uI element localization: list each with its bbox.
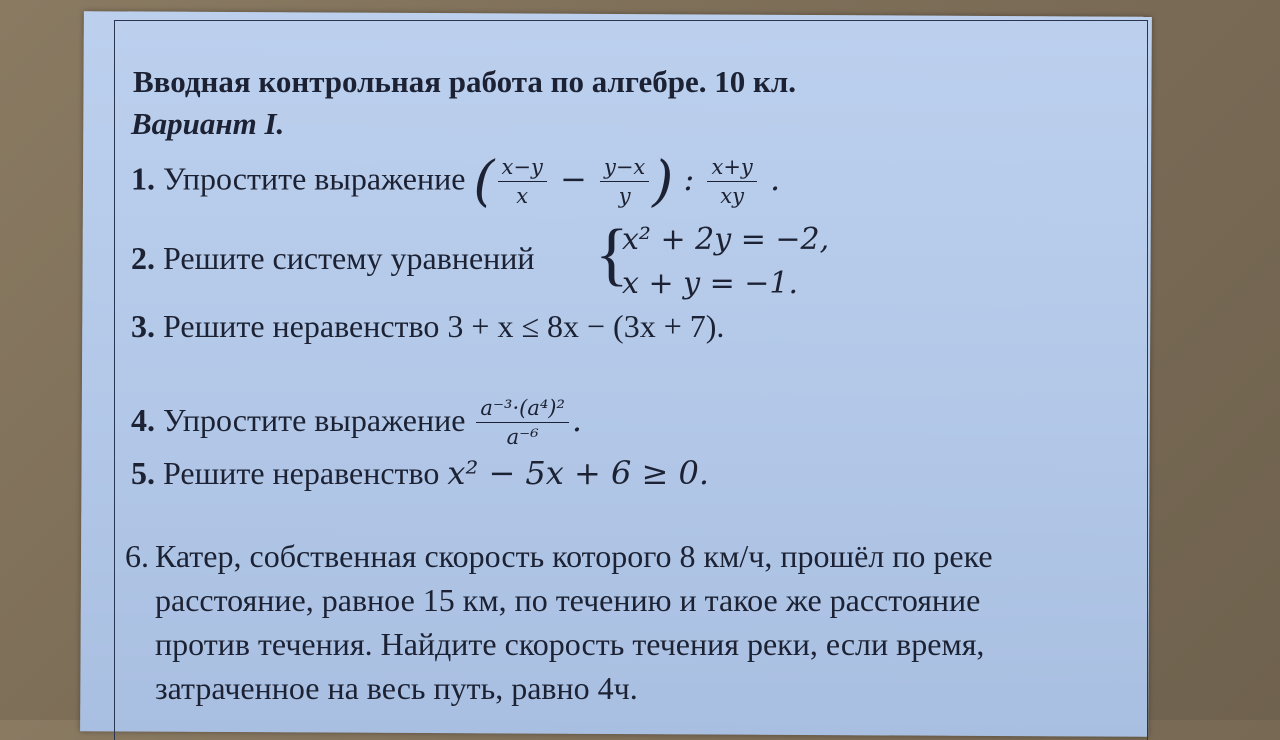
task-5 — [131, 454, 709, 492]
task-6-number: 6. — [125, 538, 149, 574]
task-3 — [131, 308, 724, 345]
task-3-expression: 3 + x ≤ 8x − (3x + 7). — [447, 308, 725, 344]
task-6-line-3: против течения. Найдите скорость течения реки, если время, — [155, 626, 985, 662]
fraction: $\frac{x-y}{x}$ — [498, 155, 547, 208]
task-1-number: 1. — [131, 160, 155, 197]
task-4-number: 4. — [131, 402, 155, 438]
worksheet-title: Вводная контрольная работа по алгебре. 10 кл. — [133, 64, 797, 99]
equation-2: x + y = −1. — [622, 266, 799, 301]
task-5-text: Решите неравенство — [163, 455, 440, 491]
task-3-text: Решите неравенство — [163, 308, 440, 344]
task-1 — [131, 149, 781, 212]
task-3-number: 3. — [131, 308, 155, 344]
variant-label: Вариант I. — [131, 106, 285, 141]
system-brace: { — [595, 216, 629, 293]
task-2-number: 2. — [131, 240, 155, 276]
fraction: $\frac{\text{a⁻³·(a⁴)²}}{\text{a⁻⁶}}$ — [476, 396, 568, 449]
fraction: $\frac{x+y}{xy}$ — [707, 155, 756, 208]
task-6-line-2: расстояние, равное 15 км, по течению и такое же расстояние — [155, 582, 981, 618]
task-6-line-4: затраченное на весь путь, равно 4ч. — [155, 670, 638, 706]
task-6-line-1: Катер, собственная скорость которого 8 км/ч, прошёл по реке — [155, 538, 993, 574]
task-5-expression: x² − 5x + 6 ≥ 0. — [447, 454, 710, 492]
task-4-expression: $\frac{\text{a⁻³·(a⁴)²}}{\text{a⁻⁶}}$ . — [473, 401, 582, 439]
task-1-expression: ( $\frac{x-y}{x}$ − $\frac{y-x}{y}$ ) : $\frac{x+y}{xy}$ . — [473, 149, 781, 212]
fraction: $\frac{y-x}{y}$ — [600, 155, 649, 208]
task-5-number: 5. — [131, 455, 155, 491]
task-1-text: Упростите выражение — [163, 160, 466, 197]
task-4-text: Упростите выражение — [163, 402, 466, 438]
task-2-text: Решите систему уравнений — [163, 240, 535, 276]
task-2 — [131, 240, 535, 277]
equation-1: x² + 2y = −2, — [622, 222, 830, 257]
task-4 — [131, 396, 582, 449]
